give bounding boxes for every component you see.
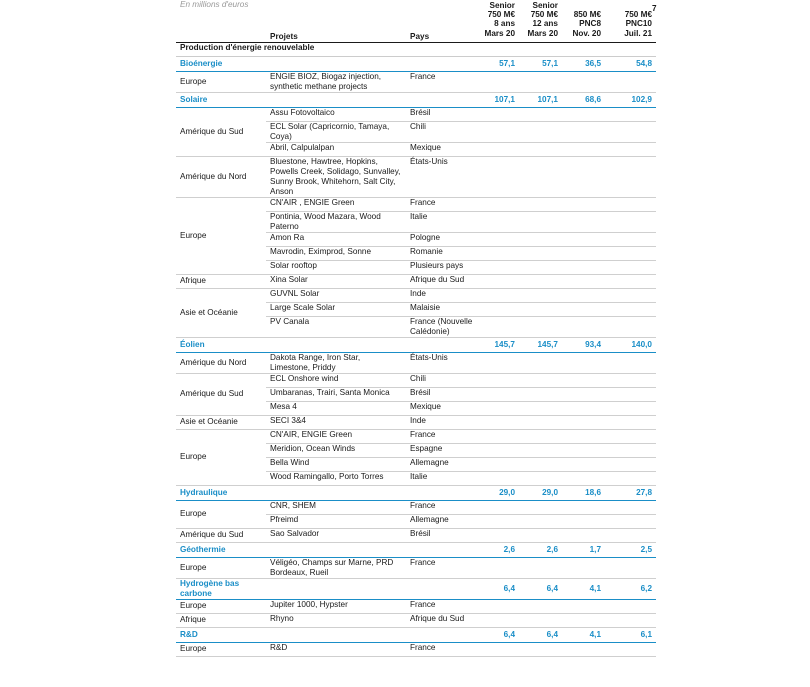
empty-cell [477, 415, 656, 429]
empty-cell [477, 232, 656, 246]
country-cell: Brésil [406, 107, 477, 121]
category-value: 27,8 [605, 485, 656, 500]
table-row [176, 156, 656, 197]
category-value: 36,5 [562, 56, 605, 71]
region-cell: Amérique du Nord [176, 156, 266, 197]
empty-cell [477, 500, 656, 514]
table-row [176, 274, 656, 288]
project-cell: Véligéo, Champs sur Marne, PRD Bordeaux, Rueil [266, 557, 406, 578]
empty-cell [477, 197, 656, 211]
region-cell: Europe [176, 429, 266, 485]
table-row [176, 352, 656, 373]
empty-cell [477, 121, 656, 142]
country-cell: Chili [406, 121, 477, 142]
region-cell: Europe [176, 197, 266, 274]
country-cell: Afrique du Sud [406, 274, 477, 288]
empty-cell [477, 316, 656, 337]
region-cell: Europe [176, 71, 266, 92]
bond-3-line-2: 850 M€ [573, 10, 601, 20]
country-cell: États-Unis [406, 352, 477, 373]
category-value: 2,6 [519, 542, 562, 557]
empty-cell [477, 514, 656, 528]
category-row-rd [176, 627, 656, 642]
project-cell: R&D [266, 642, 406, 656]
unit-label: En millions d'euros [176, 0, 266, 42]
empty-cell [477, 613, 656, 627]
bond-1-line-1: Senior [489, 1, 515, 10]
project-cell: Abril, Calpulalpan [266, 142, 406, 156]
project-cell: Solar rooftop [266, 260, 406, 274]
empty-cell [477, 211, 656, 232]
category-name: Éolien [176, 337, 477, 352]
bond-2-line-2: 750 M€ [530, 10, 558, 20]
bond-2-line-1: Senior [532, 1, 558, 10]
empty-cell [477, 471, 656, 485]
empty-cell [477, 260, 656, 274]
category-spacer [266, 578, 477, 599]
country-cell: Italie [406, 471, 477, 485]
empty-cell [477, 457, 656, 471]
empty-cell [477, 156, 656, 197]
project-cell: Dakota Range, Iron Star, Limestone, Priddy [266, 352, 406, 373]
empty-cell [477, 302, 656, 316]
category-value: 4,1 [562, 578, 605, 599]
table-row [176, 642, 656, 656]
table-row [176, 613, 656, 627]
category-value: 6,4 [519, 627, 562, 642]
category-value: 6,4 [519, 578, 562, 599]
country-cell: Mexique [406, 142, 477, 156]
category-value: 6,4 [477, 578, 519, 599]
project-cell: Bella Wind [266, 457, 406, 471]
country-cell: France [406, 599, 477, 613]
table-row [176, 415, 656, 429]
empty-cell [477, 599, 656, 613]
project-cell: GUVNL Solar [266, 288, 406, 302]
category-value: 68,6 [562, 92, 605, 107]
section-row [176, 42, 656, 56]
allocation-table [176, 0, 656, 657]
category-value: 107,1 [477, 92, 519, 107]
category-value: 2,6 [477, 542, 519, 557]
country-cell: France [406, 429, 477, 443]
category-value: 4,1 [562, 627, 605, 642]
category-value: 107,1 [519, 92, 562, 107]
country-cell: Afrique du Sud [406, 613, 477, 627]
table-row [176, 528, 656, 542]
category-name: Hydraulique [176, 485, 477, 500]
empty-cell [477, 71, 656, 92]
bond-2-line-3: 12 ans [532, 19, 558, 29]
category-value: 57,1 [477, 56, 519, 71]
empty-cell [477, 288, 656, 302]
country-cell: Malaisie [406, 302, 477, 316]
country-cell: Brésil [406, 528, 477, 542]
category-name: Hydrogène bas carbone [176, 578, 266, 599]
project-cell: ENGIE BIOZ, Biogaz injection, synthetic methane projects [266, 71, 406, 92]
category-name: Géothermie [176, 542, 477, 557]
col-header-country: Pays [406, 0, 477, 42]
empty-cell [477, 557, 656, 578]
project-cell: CN'AIR, ENGIE Green [266, 429, 406, 443]
category-value: 2,5 [605, 542, 656, 557]
bond-2-line-4: Mars 20 [527, 28, 558, 38]
project-cell: Mavrodin, Eximprod, Sonne [266, 246, 406, 260]
region-cell: Europe [176, 599, 266, 613]
category-value: 57,1 [519, 56, 562, 71]
empty-cell [477, 373, 656, 387]
project-cell: ECL Solar (Capricornio, Tamaya, Coya) [266, 121, 406, 142]
region-cell: Amérique du Nord [176, 352, 266, 373]
table-row [176, 288, 656, 302]
table-row [176, 373, 656, 387]
country-cell: États-Unis [406, 156, 477, 197]
project-cell: Wood Ramingallo, Porto Torres [266, 471, 406, 485]
bond-4-line-2: 750 M€ [624, 10, 652, 20]
country-cell: Mexique [406, 401, 477, 415]
empty-cell [477, 528, 656, 542]
category-row-eolien [176, 337, 656, 352]
category-row-hydrogene [176, 578, 656, 599]
empty-cell [477, 142, 656, 156]
empty-cell [477, 642, 656, 656]
country-cell: Brésil [406, 387, 477, 401]
table-header-row [176, 0, 656, 42]
table-row [176, 557, 656, 578]
country-cell: Romanie [406, 246, 477, 260]
region-cell: Europe [176, 557, 266, 578]
country-cell: France [406, 557, 477, 578]
country-cell: Plusieurs pays [406, 260, 477, 274]
empty-cell [477, 352, 656, 373]
country-cell: France [406, 71, 477, 92]
project-cell: Meridion, Ocean Winds [266, 443, 406, 457]
project-cell: CNR, SHEM [266, 500, 406, 514]
project-cell: ECL Onshore wind [266, 373, 406, 387]
category-value: 1,7 [562, 542, 605, 557]
project-cell: PV Canala [266, 316, 406, 337]
empty-cell [477, 387, 656, 401]
country-cell: Allemagne [406, 514, 477, 528]
col-header-bond-4 [605, 0, 656, 42]
clipped-column-header: 7 [652, 4, 657, 13]
category-value: 93,4 [562, 337, 605, 352]
category-row-bioenergie [176, 56, 656, 71]
category-row-hydraulique [176, 485, 656, 500]
country-cell: Inde [406, 288, 477, 302]
bond-4-line-3: PNC10 [625, 19, 652, 29]
category-name: Bioénergie [176, 56, 477, 71]
bond-3-line-4: Nov. 20 [572, 28, 601, 38]
category-value: 145,7 [519, 337, 562, 352]
category-value: 18,6 [562, 485, 605, 500]
empty-cell [477, 274, 656, 288]
region-cell: Amérique du Sud [176, 528, 266, 542]
project-cell: Pontinia, Wood Mazara, Wood Paterno [266, 211, 406, 232]
table-row [176, 197, 656, 211]
country-cell: France (Nouvelle Calédonie) [406, 316, 477, 337]
project-cell: Pfreimd [266, 514, 406, 528]
empty-cell [477, 246, 656, 260]
project-cell: Mesa 4 [266, 401, 406, 415]
col-header-bond-3 [562, 0, 605, 42]
empty-cell [477, 401, 656, 415]
country-cell: France [406, 500, 477, 514]
bond-1-line-4: Mars 20 [484, 28, 515, 38]
bond-1-line-2: 750 M€ [487, 10, 515, 20]
empty-cell [477, 443, 656, 457]
bond-3-line-3: PNC8 [579, 19, 601, 29]
country-cell: Italie [406, 211, 477, 232]
region-cell: Afrique [176, 613, 266, 627]
region-cell: Amérique du Sud [176, 373, 266, 415]
project-cell: Jupiter 1000, Hypster [266, 599, 406, 613]
category-value: 29,0 [519, 485, 562, 500]
category-name: Solaire [176, 92, 477, 107]
category-value: 6,1 [605, 627, 656, 642]
project-cell: Umbaranas, Trairi, Santa Monica [266, 387, 406, 401]
table-row [176, 599, 656, 613]
region-cell: Afrique [176, 274, 266, 288]
region-cell: Europe [176, 500, 266, 528]
empty-cell [477, 107, 656, 121]
category-value: 140,0 [605, 337, 656, 352]
empty-cell [477, 429, 656, 443]
country-cell: France [406, 642, 477, 656]
region-cell: Europe [176, 642, 266, 656]
project-cell: Sao Salvador [266, 528, 406, 542]
category-value: 54,8 [605, 56, 656, 71]
category-value: 6,4 [477, 627, 519, 642]
bond-4-line-4: Juil. 21 [624, 28, 652, 38]
region-cell: Asie et Océanie [176, 288, 266, 337]
table-row [176, 71, 656, 92]
country-cell: Inde [406, 415, 477, 429]
project-cell: Rhyno [266, 613, 406, 627]
category-value: 145,7 [477, 337, 519, 352]
country-cell: Pologne [406, 232, 477, 246]
table-row [176, 107, 656, 121]
table-row [176, 429, 656, 443]
category-name: R&D [176, 627, 477, 642]
bond-1-line-3: 8 ans [494, 19, 515, 29]
region-cell: Amérique du Sud [176, 107, 266, 156]
category-row-geothermie [176, 542, 656, 557]
category-value: 102,9 [605, 92, 656, 107]
category-value: 6,2 [605, 578, 656, 599]
project-cell: Large Scale Solar [266, 302, 406, 316]
country-cell: Espagne [406, 443, 477, 457]
project-cell: Amon Ra [266, 232, 406, 246]
project-cell: CN'AIR , ENGIE Green [266, 197, 406, 211]
col-header-bond-1 [477, 0, 519, 42]
project-cell: SECI 3&4 [266, 415, 406, 429]
col-header-bond-2 [519, 0, 562, 42]
country-cell: Allemagne [406, 457, 477, 471]
country-cell: Chili [406, 373, 477, 387]
project-cell: Bluestone, Hawtree, Hopkins, Powells Creek, Solidago, Sunvalley, Sunny Brook, Whitehorn, Salt City, Anson [266, 156, 406, 197]
country-cell: France [406, 197, 477, 211]
category-row-solaire [176, 92, 656, 107]
project-cell: Xina Solar [266, 274, 406, 288]
region-cell: Asie et Océanie [176, 415, 266, 429]
col-header-projects: Projets [266, 0, 406, 42]
table-row [176, 500, 656, 514]
project-cell: Assu Fotovoltaico [266, 107, 406, 121]
category-value: 29,0 [477, 485, 519, 500]
section-title: Production d'énergie renouvelable [176, 42, 656, 56]
